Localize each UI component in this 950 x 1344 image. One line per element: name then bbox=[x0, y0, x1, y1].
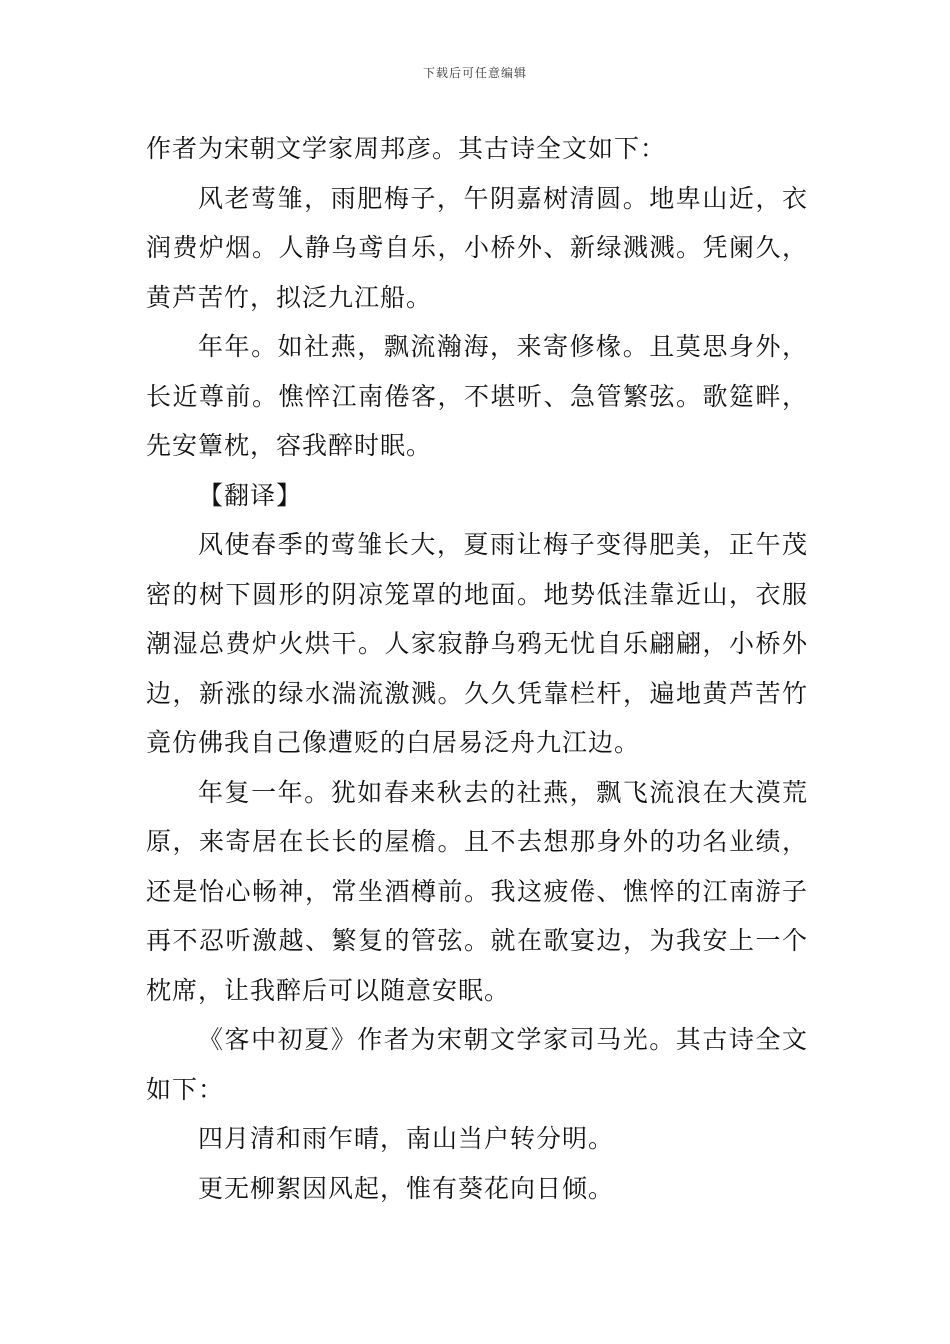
paragraph-intro: 作者为宋朝文学家周邦彦。其古诗全文如下： bbox=[146, 134, 667, 163]
page-header-note: 下载后可任意编辑 bbox=[422, 66, 527, 80]
poem-stanza-2: 年年。如社燕，飘流瀚海，来寄修椽。且莫思身外，长近尊前。憔悴江南倦客，不堪听、急管繁弦。歌筵畔，先安簟枕，容我醉时眠。 bbox=[146, 332, 808, 460]
translation-heading: 【翻译】 bbox=[198, 480, 303, 510]
translation-paragraph-2: 年复一年。犹如春来秋去的社燕，飘飞流浪在大漠荒原，来寄居在长长的屋檐。且不去想那身外的功名业绩，还是怡心畅神，常坐酒樽前。我这疲倦、憔悴的江南游子再不忍听激越、繁复的管弦。就在歌宴边，为我安上一个枕席，让我醉后可以随意安眠。 bbox=[146, 777, 808, 1005]
translation-paragraph-1: 风使春季的莺雏长大，夏雨让梅子变得肥美，正午茂密的树下圆形的阴凉笼罩的地面。地势低洼靠近山，衣服潮湿总费炉火烘干。人家寂静乌鸦无忧自乐翩翩，小桥外边，新涨的绿水湍流激溅。久久凭靠栏杆，遍地黄芦苦竹竟仿佛我自己像遭贬的白居易泛舟九江边。 bbox=[146, 530, 808, 757]
paragraph-second-poem-intro: 《客中初夏》作者为宋朝文学家司马光。其古诗全文如下： bbox=[146, 1025, 808, 1104]
second-poem-line-1: 四月清和雨乍晴，南山当户转分明。 bbox=[198, 1124, 615, 1153]
poem-stanza-1: 风老莺雏，雨肥梅子，午阴嘉树清圆。地卑山近，衣润费炉烟。人静乌鸢自乐，小桥外、新绿溅溅。凭阑久，黄芦苦竹，拟泛九江船。 bbox=[146, 183, 808, 312]
second-poem-line-2: 更无柳絮因风起，惟有葵花向日倾。 bbox=[198, 1173, 615, 1203]
document-body bbox=[146, 124, 808, 1213]
